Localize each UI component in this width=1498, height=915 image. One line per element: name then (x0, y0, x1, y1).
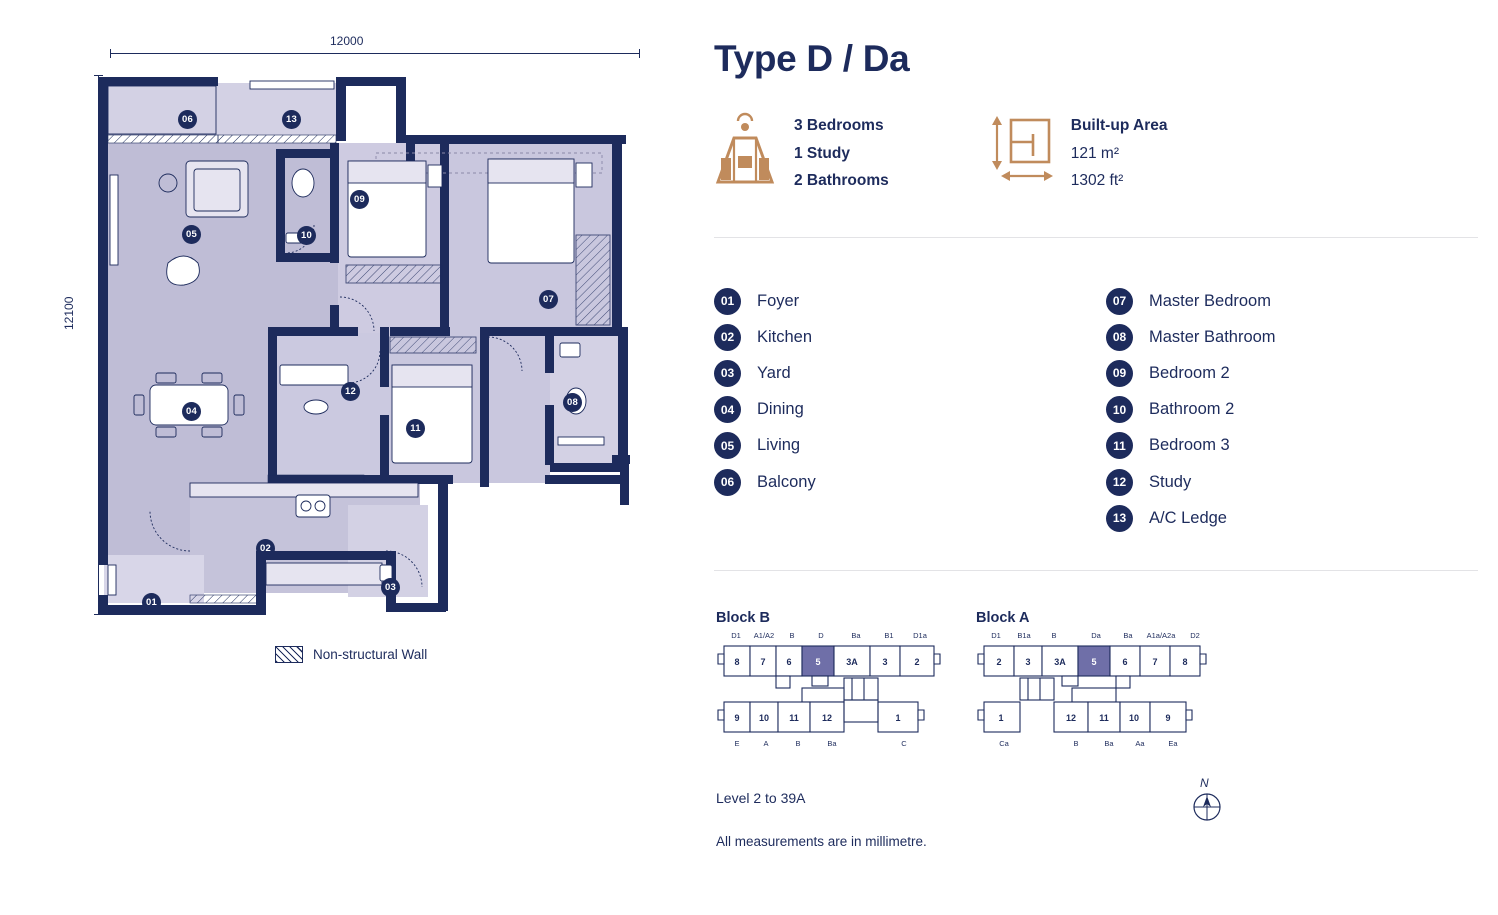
room-key-label: Foyer (757, 291, 800, 310)
block-b-top-unit-4: 3A (846, 657, 858, 667)
measurement-footnote: All measurements are in millimetre. (716, 834, 927, 849)
dimension-top-label: 12000 (330, 34, 364, 48)
block-a-bottom-unit-1: 12 (1065, 713, 1077, 723)
key-plan-block-a (976, 610, 1216, 771)
room-key-column-right (1106, 283, 1498, 536)
block-a-bottom-type-3: Aa (1135, 739, 1145, 748)
block-a-title: Block A (976, 610, 1030, 626)
room-key-item-ac-ledge (1106, 500, 1498, 536)
area-spec-text (1071, 112, 1168, 195)
block-a-bottom-type-4: Ea (1168, 739, 1178, 748)
room-key-item-kitchen (714, 319, 1106, 355)
block-b-top-type-2: B (789, 631, 795, 640)
dimension-left-label: 12100 (62, 296, 76, 330)
plan-badge-08: 08 (563, 393, 582, 412)
area-metric: 121 m² (1070, 144, 1119, 162)
block-a-bottom-type-0: Ca (999, 739, 1009, 748)
room-key-number: 11 (1106, 432, 1133, 459)
plan-badge-02: 02 (256, 539, 275, 558)
block-a-top-type-2: B (1051, 631, 1057, 640)
block-b-top-unit-5: 3 (882, 657, 888, 667)
plan-badge-03: 03 (381, 578, 400, 597)
plan-badge-01: 01 (142, 593, 161, 612)
block-a-bottom-type-1: B (1073, 739, 1079, 748)
room-key-number: 04 (714, 396, 741, 423)
room-key-number: 01 (714, 288, 741, 315)
plan-badge-06: 06 (178, 110, 197, 129)
block-b-bottom-unit-1: 10 (758, 713, 770, 723)
room-key-item-study (1106, 464, 1498, 500)
room-key-label: Kitchen (757, 327, 813, 346)
floorplan-rooms-icon (714, 112, 776, 191)
room-key-label: Study (1149, 472, 1192, 491)
plan-badge-12: 12 (341, 382, 360, 401)
block-b-title: Block B (716, 610, 770, 626)
block-b-top-type-6: D1a (913, 631, 927, 640)
block-b-top-type-3: D (818, 631, 824, 640)
compass-north-label: N (1200, 776, 1209, 790)
key-plan-block-b (716, 610, 946, 771)
rooms-spec (714, 112, 889, 195)
room-key-item-living (714, 428, 1106, 464)
block-a-top-type-5: A1a/A2a (1146, 631, 1176, 640)
block-a-bottom-unit-0: 1 (998, 713, 1004, 723)
block-a-top-type-3: Da (1091, 631, 1101, 640)
room-key-item-yard (714, 355, 1106, 391)
room-key-item-bedroom-3 (1106, 428, 1498, 464)
rooms-line-2: 1 Study (794, 144, 850, 162)
block-b-bottom-type-3: Ba (827, 739, 837, 748)
block-a-top-type-0: D1 (991, 631, 1001, 640)
block-a-top-unit-1: 3 (1025, 657, 1031, 667)
room-key-label: Yard (757, 363, 791, 382)
room-key-number: 13 (1106, 505, 1133, 532)
block-a-top-type-4: Ba (1123, 631, 1133, 640)
room-key-list (714, 283, 1498, 536)
block-b-top-type-1: A1/A2 (753, 631, 775, 640)
block-b-bottom-unit-2: 11 (789, 713, 799, 723)
block-a-top-type-6: D2 (1190, 631, 1200, 640)
divider-bottom (714, 570, 1478, 571)
block-b-bottom-type-1: A (763, 739, 769, 748)
block-b-top-type-4: Ba (851, 631, 861, 640)
room-key-label: Bathroom 2 (1149, 400, 1235, 419)
block-b-top-type-5: B1 (884, 631, 894, 640)
non-structural-wall-legend (275, 646, 427, 663)
block-a-top-unit-2: 3A (1054, 657, 1066, 667)
block-a-top-type-1: B1a (1017, 631, 1031, 640)
dimension-top-line (110, 53, 640, 54)
plan-badge-11: 11 (406, 419, 425, 438)
plan-badge-10: 10 (297, 226, 316, 245)
room-key-number: 07 (1106, 288, 1133, 315)
block-b-top-unit-6: 2 (914, 657, 920, 667)
block-a-top-unit-3: 5 (1091, 657, 1097, 667)
divider-top (714, 237, 1478, 238)
room-key-item-master-bathroom (1106, 319, 1498, 355)
room-key-label: Bedroom 2 (1149, 363, 1230, 382)
hatch-swatch-icon (275, 646, 303, 663)
room-key-column-left (714, 283, 1106, 536)
rooms-line-3: 2 Bathrooms (794, 172, 889, 190)
room-key-number: 09 (1106, 360, 1133, 387)
non-structural-wall-label: Non-structural Wall (313, 647, 428, 662)
area-title: Built-up Area (1070, 117, 1168, 134)
block-a-bottom-unit-2: 11 (1099, 713, 1109, 723)
room-key-number: 02 (714, 324, 741, 351)
block-a-diagram (976, 626, 1216, 766)
builtup-area-icon (987, 112, 1053, 191)
room-key-item-balcony (714, 464, 1106, 500)
block-b-top-unit-3: 5 (815, 657, 821, 667)
level-label: Level 2 to 39A (716, 790, 806, 806)
plan-badge-13: 13 (282, 110, 301, 129)
block-b-bottom-type-2: B (795, 739, 801, 748)
room-key-label: Dining (757, 400, 804, 419)
block-a-top-unit-0: 2 (996, 657, 1002, 667)
plan-badge-05: 05 (182, 225, 201, 244)
block-a-bottom-unit-3: 10 (1128, 713, 1140, 723)
block-b-top-unit-0: 8 (734, 657, 740, 667)
room-key-number: 03 (714, 360, 741, 387)
room-key-label: Balcony (757, 472, 816, 491)
plan-badge-07: 07 (539, 290, 558, 309)
floor-plan-area (0, 0, 700, 915)
block-b-bottom-unit-0: 9 (734, 713, 740, 723)
block-b-bottom-unit-4: 1 (895, 713, 901, 723)
block-a-top-unit-5: 7 (1152, 657, 1158, 667)
room-key-label: A/C Ledge (1149, 508, 1227, 527)
compass-icon (1186, 778, 1226, 824)
room-key-item-dining (714, 392, 1106, 428)
room-key-item-bathroom-2 (1106, 392, 1498, 428)
block-a-top-unit-4: 6 (1122, 657, 1128, 667)
block-a-top-unit-6: 8 (1182, 657, 1188, 667)
rooms-line-1: 3 Bedrooms (794, 117, 884, 134)
block-b-top-unit-1: 7 (760, 657, 766, 667)
area-spec (987, 112, 1168, 195)
room-key-label: Bedroom 3 (1149, 436, 1230, 455)
block-b-bottom-unit-3: 12 (821, 713, 833, 723)
room-key-number: 05 (714, 432, 741, 459)
room-key-label: Living (757, 436, 801, 455)
block-b-bottom-type-4: C (901, 739, 907, 748)
room-key-item-bedroom-2 (1106, 355, 1498, 391)
page-title: Type D / Da (714, 38, 910, 79)
rooms-spec-text (794, 112, 889, 195)
block-b-top-unit-2: 6 (786, 657, 792, 667)
specs-row (714, 112, 1498, 195)
room-key-label: Master Bedroom (1149, 291, 1271, 310)
room-key-number: 10 (1106, 396, 1133, 423)
room-key-number: 06 (714, 469, 741, 496)
block-b-top-type-0: D1 (731, 631, 741, 640)
area-imperial: 1302 ft² (1070, 172, 1124, 190)
room-key-number: 08 (1106, 324, 1133, 351)
block-b-bottom-type-0: E (734, 739, 740, 748)
floor-plan-drawing (90, 65, 650, 635)
room-key-item-master-bedroom (1106, 283, 1498, 319)
block-a-bottom-unit-4: 9 (1165, 713, 1171, 723)
block-a-bottom-type-2: Ba (1104, 739, 1114, 748)
plan-badge-09: 09 (350, 190, 369, 209)
plan-badge-04: 04 (182, 402, 201, 421)
block-b-diagram (716, 626, 946, 766)
info-panel (714, 0, 1498, 915)
room-key-number: 12 (1106, 469, 1133, 496)
room-key-item-foyer (714, 283, 1106, 319)
room-key-label: Master Bathroom (1149, 327, 1276, 346)
